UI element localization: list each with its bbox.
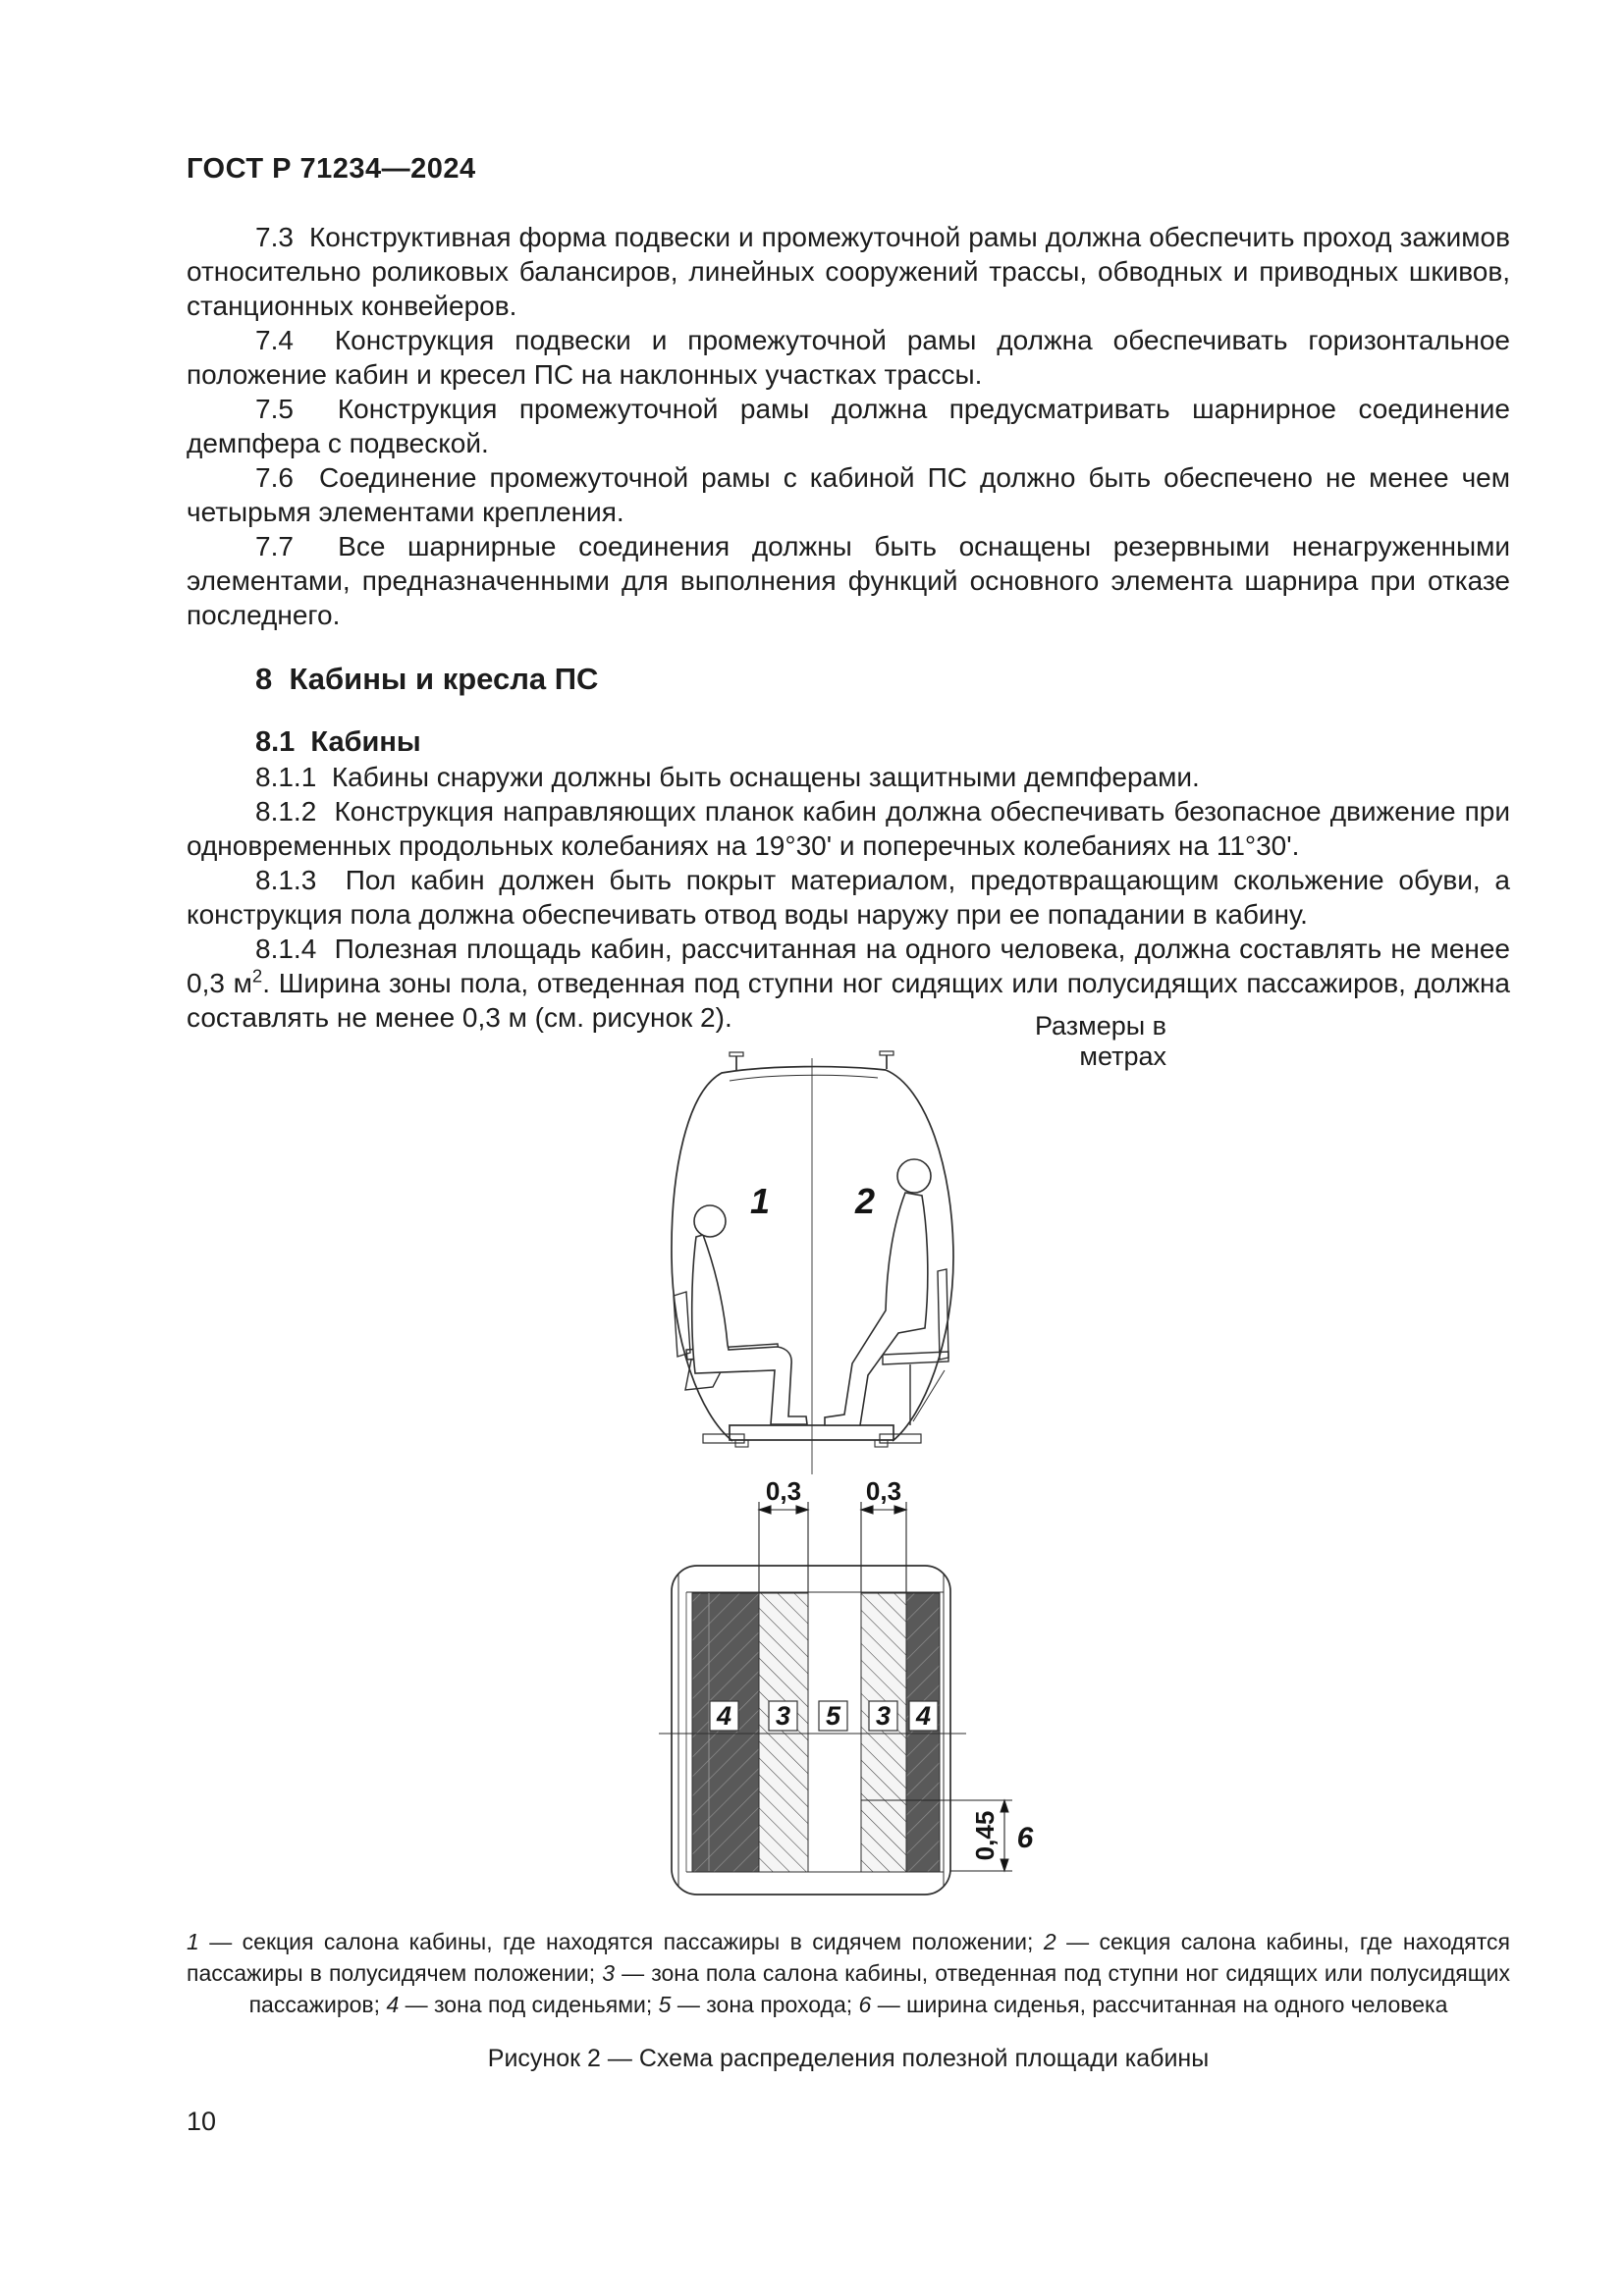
body-text [187, 220, 1510, 1035]
page-number: 10 [187, 2107, 217, 2136]
section-8-1-subheading: 8.1 Кабины [255, 726, 421, 758]
cabin-skid-left [703, 1434, 744, 1443]
arrow-3 [861, 1506, 873, 1514]
hanger-cap-right [880, 1051, 893, 1055]
zone-4-right-label: 4 [915, 1701, 932, 1731]
caption-item-number: 5 [658, 1992, 672, 2017]
paragraph-8-1-1: 8.1.1 Кабины снаружи должны быть оснащены защитными демпферами. [255, 762, 1200, 792]
passenger2-body [825, 1193, 928, 1425]
figure-units-note: Размеры в метрах [1034, 1011, 1166, 1071]
paragraph-8-1-3: 8.1.3 Пол кабин должен быть покрыт материалом, предотвращающим скольжение обуви, а конструкция пола должна обеспечивать отвод воды наружу при ее попадании в кабину. [187, 865, 1510, 930]
dim-0-3-left-label: 0,3 [765, 1476, 802, 1506]
caption-item-number: 4 [386, 1992, 400, 2017]
figure-title: Рисунок 2 — Схема распределения полезной площади кабины [487, 2045, 1210, 2072]
arrow-down [1001, 1859, 1008, 1871]
figure-caption: 1 — секция салона кабины, где находятся пассажиры в сидячем положении; 2 — секция салона кабины, где находятся пассажиры в полусидячем положении; 3 — зона пола салона кабины, отведенная под ступни ног сидящих или полусидящих пассажиров; 4 — зона под сиденьями; 5 — зона прохода; 6 — ширина сиденья, рассчитанная на одного человека [187, 1929, 1510, 2017]
zone-4-left-band [692, 1593, 759, 1872]
zone-5-label: 5 [825, 1701, 841, 1731]
paragraph-8-1-4-text: 8.1.4 Полезная площадь кабин, рассчитанная на одного человека, должна составлять не менее 0,3 м [187, 934, 1510, 998]
superscript-2: 2 [251, 965, 263, 987]
seat-width-ref-label: 6 [1016, 1822, 1034, 1854]
dimension-0-3-group [759, 1502, 906, 1595]
arrow-1 [759, 1506, 771, 1514]
paragraph-7-4: 7.4 Конструкция подвески и промежуточной рамы должна обеспечивать горизонтальное положение кабин и кресел ПС на наклонных участках трассы. [187, 325, 1510, 390]
dim-0-3-right-label: 0,3 [865, 1476, 902, 1506]
seat1-backrest [674, 1292, 690, 1357]
zone-3-left-label: 3 [775, 1701, 791, 1731]
paragraph-8-1-2: 8.1.2 Конструкция направляющих планок кабин должна обеспечивать безопасное движение при одновременных продольных колебаниях на 19°30' и поперечных колебаниях на 11°30'. [187, 796, 1510, 861]
section-8-heading: 8 Кабины и кресла ПС [255, 662, 599, 696]
cabin-skid-right [880, 1434, 921, 1443]
paragraph-7-3: 7.3 Конструктивная форма подвески и промежуточной рамы должна обеспечить проход зажимов относительно роликовых балансиров, линейных сооружений трассы, обводных и приводных шкивов, станционных конвейеров. [187, 222, 1510, 321]
paragraph-7-6: 7.6 Соединение промежуточной рамы с кабиной ПС должно быть обеспечено не менее чем четырьмя элементами крепления. [187, 462, 1510, 527]
seat2-diagonal [913, 1370, 945, 1421]
zone-4-right-band [906, 1593, 940, 1872]
cabin-cross-section [672, 1051, 953, 1474]
figure-2-drawing [584, 1039, 1065, 1912]
arrow-4 [894, 1506, 906, 1514]
arrow-up [1001, 1800, 1008, 1812]
hanger-cap-left [730, 1052, 743, 1056]
section-2-label: 2 [854, 1181, 876, 1221]
paragraph-8-1-4 [187, 932, 1510, 1035]
cabin-floor-platform [730, 1425, 893, 1440]
zone-3-right-band [861, 1593, 906, 1872]
floor-plan [659, 1566, 1034, 1895]
zone-3-left-band [759, 1593, 808, 1872]
zone-4-left-label: 4 [716, 1701, 732, 1731]
paragraph-7-5: 7.5 Конструкция промежуточной рамы должна предусматривать шарнирное соединение демпфера с подвеской. [187, 394, 1510, 458]
caption-item-number: 6 [858, 1992, 872, 2017]
paragraph-7-7: 7.7 Все шарнирные соединения должны быть оснащены резервными ненагруженными элементами, предназначенными для выполнения функций основного элемента шарнира при отказе последнего. [187, 531, 1510, 630]
paragraph-8-1-4-rest: . Ширина зоны пола, отведенная под ступни ног сидящих или полусидящих пассажиров, должна составлять не менее 0,3 м (см. рисунок 2). [187, 968, 1510, 1033]
dim-0-45-label: 0,45 [970, 1810, 1000, 1861]
cabin-roof-inner-line [730, 1075, 878, 1081]
document-header: ГОСТ Р 71234—2024 [187, 153, 476, 185]
zone-3-right-label: 3 [875, 1701, 892, 1731]
caption-item-number: 1 [187, 1929, 199, 1954]
arrow-2 [796, 1506, 808, 1514]
passenger2-head [897, 1159, 931, 1193]
caption-item-number: 2 [1043, 1929, 1056, 1954]
passenger-seated [692, 1205, 807, 1424]
passenger-half-seated [825, 1159, 931, 1425]
passenger1-head [694, 1205, 726, 1237]
caption-item-number: 3 [602, 1960, 616, 1986]
passenger1-body [692, 1235, 807, 1424]
section-1-label: 1 [749, 1181, 771, 1221]
